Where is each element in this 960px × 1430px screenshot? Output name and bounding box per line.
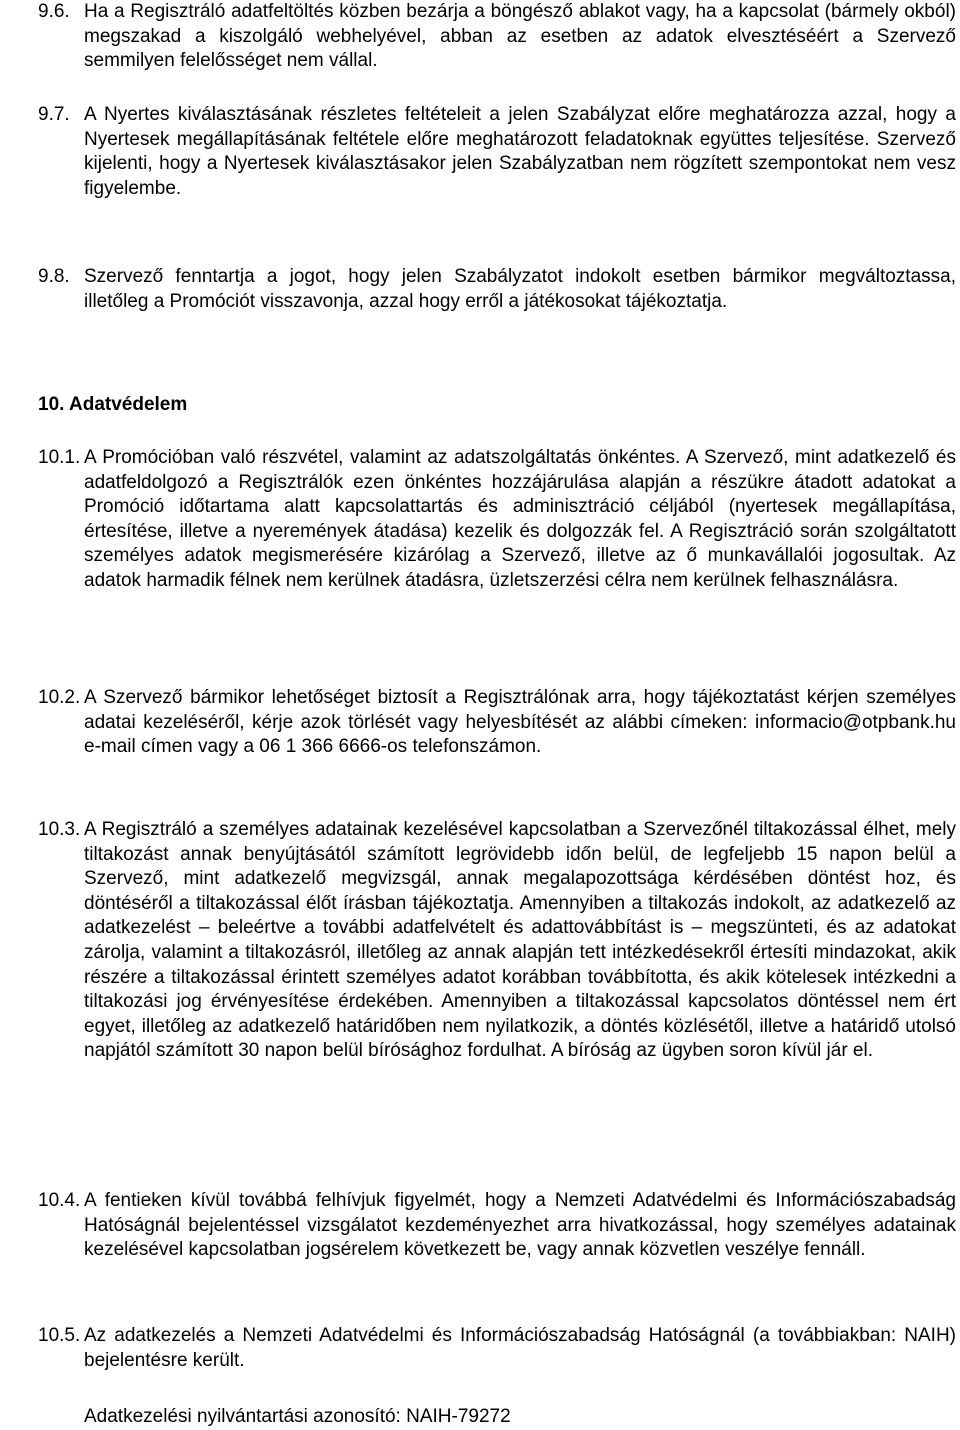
section-text: Szervező fenntartja a jogot, hogy jelen Szabályzatot indokolt esetben bármikor megváltoztassa, illetőleg a Promóciót visszavonja, azzal hogy erről a játékosokat tájékoztatja.	[84, 266, 956, 312]
section-number: 9.8.	[38, 266, 70, 287]
section-number: 10.1.	[38, 447, 81, 468]
section-text: Az adatkezelés a Nemzeti Adatvédelmi és Információszabadság Hatóságnál (a továbbiakban: NAIH) bejelentésre került.	[84, 1325, 956, 1371]
text-before-email: A Szervező bármikor lehetőséget biztosít a Regisztrálónak arra, hogy tájékoztatást kérjen személyes adatai kezeléséről, kérje azok törlését vagy helyesbítését az alábbi címeken:	[84, 687, 956, 733]
registration-id: Adatkezelési nyilvántartási azonosító: NAIH-79272	[84, 1406, 511, 1427]
section-text: Ha a Regisztráló adatfeltöltés közben bezárja a böngésző ablakot vagy, ha a kapcsolat (bármely okból) megszakad a kiszolgáló webhelyével, abban az esetben az adatok elvesztéséért a Szervező semmilyen felelősséget nem vállal.	[84, 1, 956, 72]
section-number: 10.5.	[38, 1325, 81, 1346]
section-heading: 10. Adatvédelem	[38, 394, 188, 415]
section-text: A Promócióban való részvétel, valamint az adatszolgáltatás önkéntes. A Szervező, mint adatkezelő és adatfeldolgozó a Regisztrálók ezen önkéntes hozzájárulása alapján a részükre átadott adatokat a Promóció időtartama alatt kapcsolattartás és adminisztráció céljából (nyertesek megállapítása, értesítése, illetve a nyeremények átadása) kezelik és dolgozzák fel. A Regisztráció során szolgáltatott személyes adatok megismerésére kizárólag a Szervező, illetve az ő munkavállalói jogosultak. Az adatok harmadik félnek nem kerülnek átadásra, üzletszerzési célra nem kerülnek felhasználásra.	[84, 447, 956, 591]
section-9-6	[38, 0, 956, 74]
text-after-email: e-mail címen vagy a 06 1 366 6666-os telefonszámon.	[84, 736, 542, 758]
section-10-1	[38, 446, 956, 594]
section-10-5	[38, 1324, 956, 1373]
section-number: 10.3.	[38, 819, 81, 840]
section-text: A Regisztráló a személyes adatainak kezelésével kapcsolatban a Szervezőnél tiltakozással élhet, mely tiltakozást annak benyújtásától számított legrövidebb időn belül, de legfeljebb 15 napon belül a Szervező, mint adatkezelő megvizsgál, annak megalapozottsága kérdésében döntést hoz, és döntéséről a tiltakozással élőt írásban tájékoztatja. Amennyiben a tiltakozás indokolt, az adatkezelő az adatkezelést – beleértve a további adatfelvételt és adattovábbítást is – megszünteti, és az adatokat zárolja, valamint a tiltakozásról, illetőleg az annak alapján tett intézkedésekről értesíti mindazokat, akik részére a tiltakozással érintett személyes adatot korábban továbbította, és akik kötelesek intézkedni a tiltakozási jog érvényesítése érdekében. Amennyiben a tiltakozással kapcsolatos döntéssel nem ért egyet, illetőleg az adatkezelő határidőben nem nyilatkozik, a döntés közlésétől, illetve a határidő utolsó napjától számított 30 napon belül bírósághoz fordulhat. A bíróság az ügyben soron kívül jár el.	[84, 819, 956, 1062]
section-number: 9.7.	[38, 104, 70, 125]
section-9-8	[38, 265, 956, 314]
section-number: 10.4.	[38, 1190, 81, 1211]
section-text	[84, 686, 956, 760]
section-10-3	[38, 818, 956, 1064]
section-number: 9.6.	[38, 1, 70, 22]
section-number: 10.2.	[38, 687, 81, 708]
section-10-4	[38, 1189, 956, 1263]
section-text: A Nyertes kiválasztásának részletes feltételeit a jelen Szabályzat előre meghatározza azzal, hogy a Nyertesek megállapításának feltétele előre meghatározott feladatoknak együttes teljesítése. Szervező kijelenti, hogy a Nyertesek kiválasztásakor jelen Szabályzatban nem rögzített szempontokat nem vesz figyelembe.	[84, 104, 956, 199]
section-10-2	[38, 686, 956, 760]
email-link[interactable]: informacio@otpbank.hu	[755, 711, 956, 733]
section-text: A fentieken kívül továbbá felhívjuk figyelmét, hogy a Nemzeti Adatvédelmi és Információszabadság Hatóságnál bejelentéssel vizsgálatot kezdeményezhet arra hivatkozással, hogy személyes adatainak kezelésével kapcsolatban jogsérelem következett be, vagy annak közvetlen veszélye fennáll.	[84, 1190, 956, 1261]
section-9-7	[38, 103, 956, 201]
